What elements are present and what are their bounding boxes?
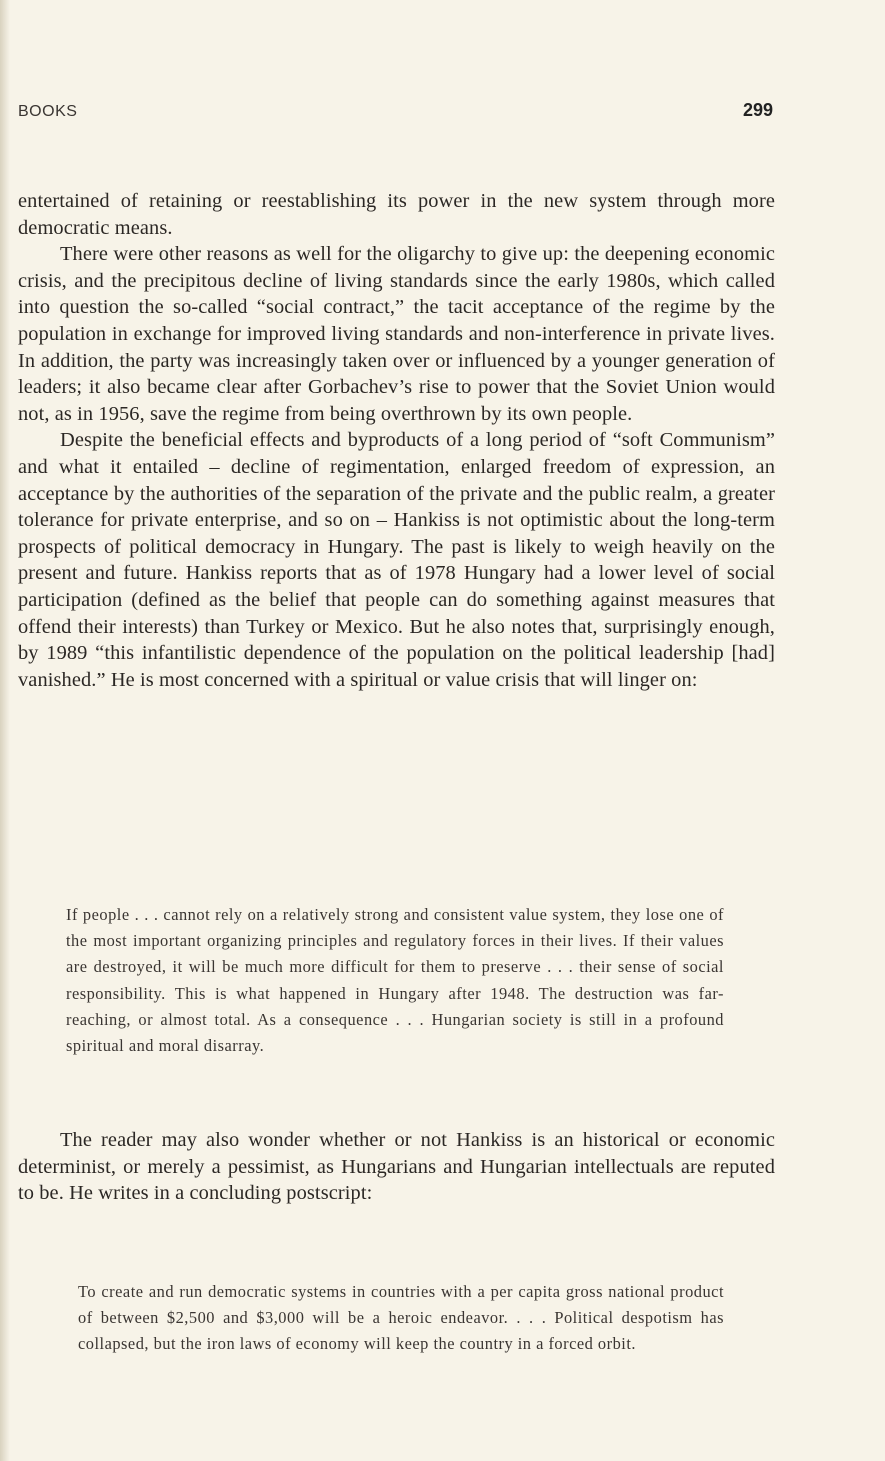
block-quote-value-crisis: If people . . . cannot rely on a relatively strong and consistent value system, they lose one of the most important organizing principles and regulatory forces in their lives. If their values are destroyed, it will be much more difficult for them to preserve . . . their sense of social responsibility. This is what happened in Hungary after 1948. The destruction was far-reaching, or almost total. As a consequence . . . Hungarian society is still in a profound spiritual and moral disarray.	[66, 905, 724, 1056]
running-head	[18, 100, 773, 126]
paragraph-determinist: The reader may also wonder whether or not Hankiss is an historical or economic determinist, or merely a pessimist, as Hungarians and Hungarian intellectuals are reputed to be. He writes in a concluding postscript:	[18, 1129, 775, 1205]
page-edge-shadow	[0, 0, 10, 1461]
main-body-text	[18, 188, 775, 693]
paragraph-oligarchy-reasons: There were other reasons as well for the oligarchy to give up: the deepening economic crisis, and the precipitous decline of living standards since the early 1980s, which called into question the so-called “social contract,” the tacit acceptance of the regime by the population in exchange for improved living standards and non-interference in private lives. In addition, the party was increasingly taken over or influenced by a younger generation of leaders; it also became clear after Gorbachev’s rise to power that the Soviet Union would not, as in 1956, save the regime from being overthrown by its own people.	[18, 243, 775, 425]
paragraph-continuation: entertained of retaining or reestablishing its power in the new system through more democratic means.	[18, 190, 775, 239]
paragraph-soft-communism: Despite the beneficial effects and byproducts of a long period of “soft Communism” and what it entailed – decline of regimentation, enlarged freedom of expression, an acceptance by the authorities of the separation of the private and the public realm, a greater tolerance for private enterprise, and so on – Hankiss is not optimistic about the long-term prospects of political democracy in Hungary. The past is likely to weigh heavily on the present and future. Hankiss reports that as of 1978 Hungary had a lower level of social participation (defined as the belief that people can do something against measures that offend their interests) than Turkey or Mexico. But he also notes that, surprisingly enough, by 1989 “this infantilistic dependence of the population on the political leadership [had] vanished.” He is most concerned with a spiritual or value crisis that will linger on:	[18, 429, 775, 691]
block-quote-postscript: To create and run democratic systems in countries with a per capita gross national product of between $2,500 and $3,000 will be a heroic endeavor. . . . Political despotism has collapsed, but the iron laws of economy will keep the country in a forced orbit.	[78, 1282, 724, 1354]
closing-body-text	[18, 1127, 775, 1207]
section-name: BOOKS	[18, 103, 78, 120]
page-number: 299	[742, 100, 773, 120]
